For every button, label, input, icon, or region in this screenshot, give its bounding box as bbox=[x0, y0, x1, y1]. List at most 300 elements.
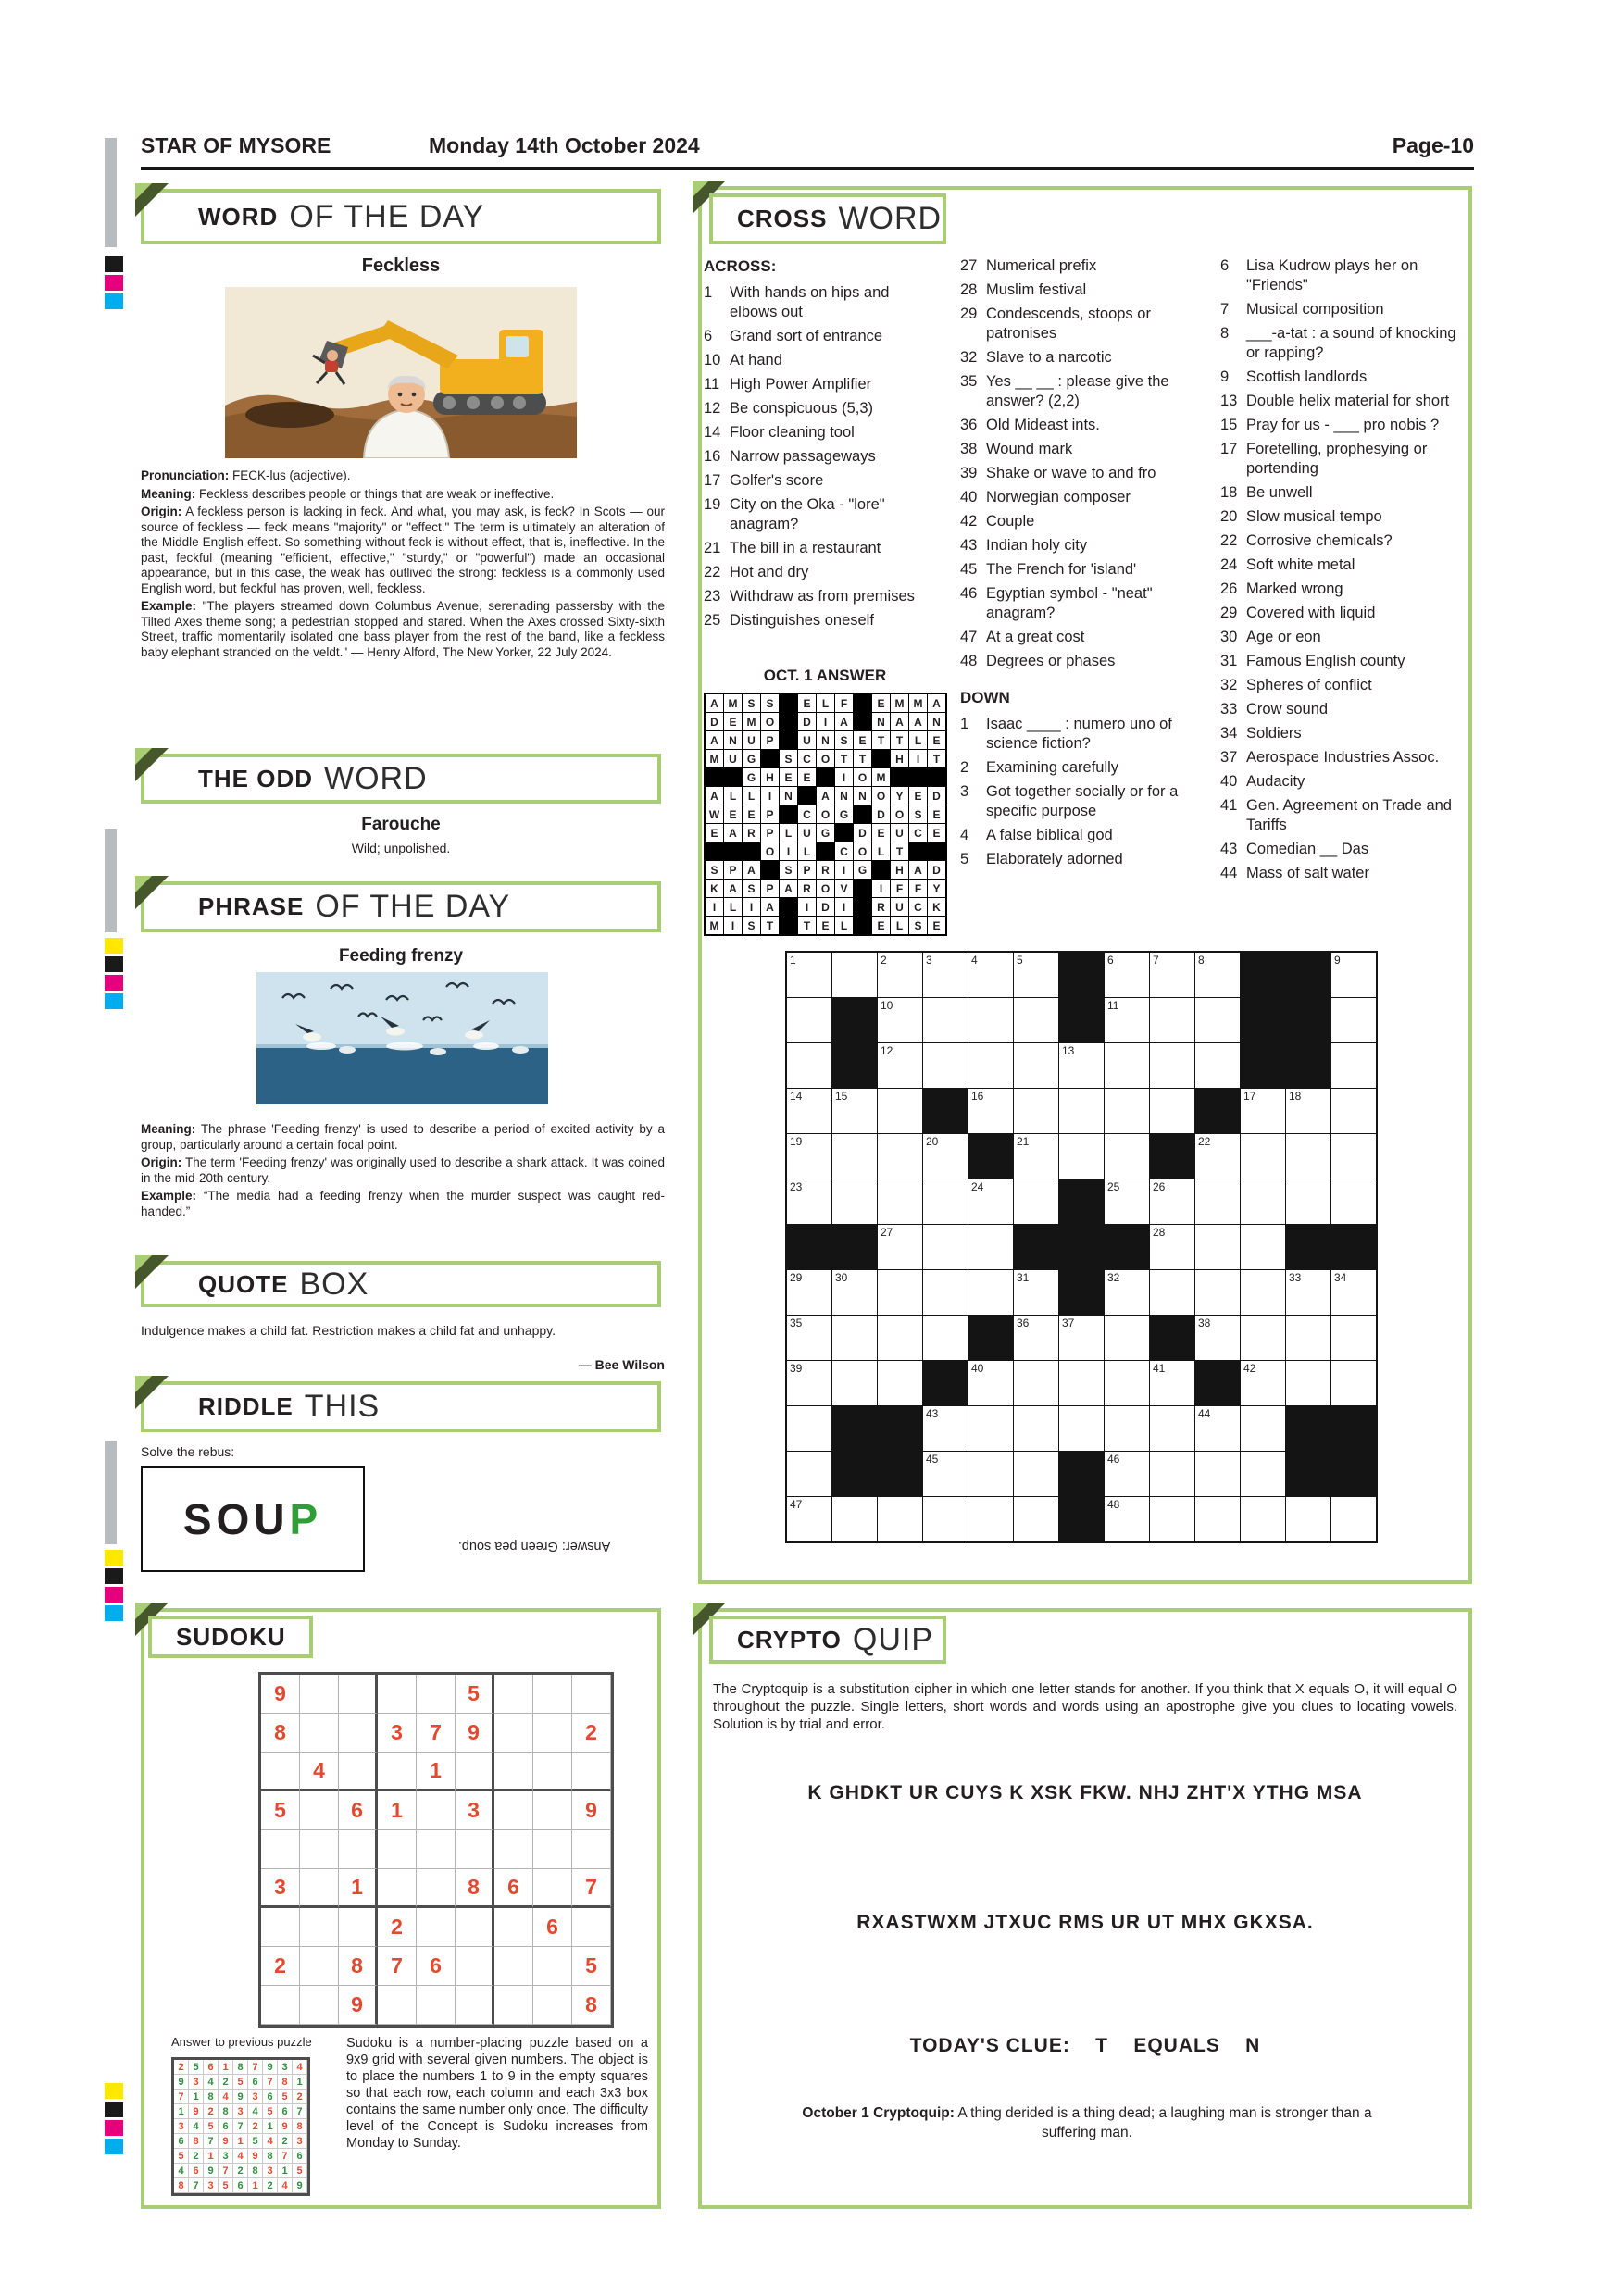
answer-letter-cell: E bbox=[854, 731, 871, 749]
answer-letter-cell: L bbox=[891, 917, 908, 934]
crossword-cell bbox=[832, 1089, 877, 1133]
print-registration-mark bbox=[105, 1587, 123, 1603]
clue-number: 11 bbox=[704, 376, 720, 393]
sudoku-cell: 2 bbox=[219, 2075, 233, 2090]
crossword-black-cell bbox=[1059, 1179, 1104, 1224]
clue-number: 32 bbox=[1220, 677, 1238, 693]
sudoku-cell: 4 bbox=[174, 2164, 189, 2178]
crossword-clue bbox=[1220, 628, 1467, 647]
crossword-cell bbox=[1195, 1225, 1240, 1269]
crossword-cell bbox=[1150, 1270, 1194, 1315]
cell-number: 33 bbox=[1289, 1271, 1302, 1284]
clue-number: 25 bbox=[704, 612, 721, 629]
answer-letter-cell: I bbox=[761, 787, 779, 805]
clue-number: 14 bbox=[704, 424, 721, 441]
clue-number: 43 bbox=[1220, 841, 1238, 857]
answer-letter-cell: L bbox=[835, 917, 853, 934]
crossword-cell bbox=[1286, 1497, 1330, 1541]
cell-number: 19 bbox=[790, 1135, 803, 1148]
clue-number: 22 bbox=[704, 564, 721, 580]
previous-answer-label: OCT. 1 ANSWER bbox=[763, 667, 887, 684]
crossword-black-cell bbox=[1059, 953, 1104, 997]
answer-letter-cell: E bbox=[928, 824, 945, 842]
crossword-clue bbox=[1220, 724, 1467, 743]
crossword-cell bbox=[923, 1452, 968, 1496]
answer-letter-cell: A bbox=[817, 787, 834, 805]
answer-letter-cell: A bbox=[891, 713, 908, 730]
crossword-clue bbox=[960, 536, 1208, 555]
cell-number: 41 bbox=[1153, 1362, 1166, 1375]
crossword-cell bbox=[1014, 1089, 1058, 1133]
crossword-cell bbox=[968, 1225, 1013, 1269]
answer-black-cell bbox=[854, 713, 871, 730]
crossword-cell bbox=[787, 1316, 831, 1360]
crossword-cell bbox=[1150, 998, 1194, 1042]
crossword-cell bbox=[1014, 1270, 1058, 1315]
crossword-clue bbox=[704, 611, 939, 630]
answer-black-cell bbox=[854, 694, 871, 712]
answer-letter-cell: E bbox=[743, 805, 760, 823]
cell-number: 32 bbox=[1107, 1271, 1120, 1284]
clue-text: Yes __ __ : please give the answer? (2,2) bbox=[986, 373, 1169, 409]
sudoku-cell: 8 bbox=[219, 2104, 233, 2119]
crossword-black-cell bbox=[1331, 1406, 1376, 1451]
answer-black-cell bbox=[743, 842, 760, 860]
answer-letter-cell: S bbox=[780, 750, 797, 767]
clue-number: 42 bbox=[960, 513, 978, 530]
answer-letter-cell: O bbox=[761, 842, 779, 860]
crossword-black-cell bbox=[1286, 998, 1330, 1042]
answer-letter-cell: O bbox=[854, 768, 871, 786]
sudoku-cell bbox=[494, 1947, 533, 1986]
sudoku-cell: 7 bbox=[417, 1714, 456, 1753]
print-registration-mark bbox=[105, 1605, 123, 1621]
answer-letter-cell: L bbox=[724, 898, 742, 916]
crossword-cell bbox=[878, 1270, 922, 1315]
crossword-clue bbox=[1220, 840, 1467, 859]
clue-number: 39 bbox=[960, 465, 978, 481]
answer-letter-cell: N bbox=[780, 787, 797, 805]
cryptoquip-intro: The Cryptoquip is a substitution cipher in which one letter stands for another. If you think that X equals O, it will equal O throughout the puzzle. Single letters, short words and words using an apostrophe give you clues to locating vowels. Solution is by trial and error. bbox=[713, 1681, 1457, 1732]
answer-letter-cell: T bbox=[761, 917, 779, 934]
print-registration-mark bbox=[105, 956, 123, 972]
crossword-clue bbox=[1220, 580, 1467, 599]
cell-number: 22 bbox=[1198, 1135, 1211, 1148]
crossword-black-cell bbox=[1286, 1406, 1330, 1451]
crossword-clue bbox=[704, 375, 939, 394]
clue-text: Lisa Kudrow plays her on "Friends" bbox=[1246, 257, 1418, 293]
answer-letter-cell: N bbox=[817, 731, 834, 749]
answer-letter-cell: M bbox=[872, 768, 890, 786]
answer-letter-cell: E bbox=[817, 917, 834, 934]
crossword-black-cell bbox=[1241, 998, 1285, 1042]
cell-number: 30 bbox=[835, 1271, 848, 1284]
previous-answer-grid bbox=[704, 693, 947, 936]
clue-number: 40 bbox=[1220, 773, 1238, 790]
crossword-cell bbox=[1105, 1043, 1149, 1088]
crossword-clue bbox=[704, 423, 939, 443]
crossword-clue bbox=[960, 416, 1208, 435]
clue-number: 20 bbox=[1220, 508, 1238, 525]
crossword-cell bbox=[1014, 1179, 1058, 1224]
sudoku-cell: 7 bbox=[204, 2134, 219, 2149]
phrase-of-the-day-header: PHRASE OF THE DAY bbox=[141, 881, 661, 932]
answer-letter-cell: L bbox=[780, 824, 797, 842]
paper-title: STAR OF MYSORE bbox=[141, 133, 331, 157]
crossword-cell bbox=[878, 1361, 922, 1405]
masthead bbox=[141, 133, 1474, 170]
answer-letter-cell: A bbox=[835, 713, 853, 730]
crossword-clue bbox=[704, 351, 939, 370]
answer-black-cell bbox=[724, 842, 742, 860]
answer-letter-cell: N bbox=[724, 731, 742, 749]
clue-number: 35 bbox=[960, 373, 978, 390]
cell-number: 48 bbox=[1107, 1498, 1120, 1511]
cell-number: 10 bbox=[881, 999, 893, 1012]
answer-letter-cell: C bbox=[798, 805, 816, 823]
crossword-black-cell bbox=[1195, 1089, 1240, 1133]
crossword-black-cell bbox=[968, 1316, 1013, 1360]
answer-letter-cell: K bbox=[928, 898, 945, 916]
answer-letter-cell: V bbox=[835, 880, 853, 897]
print-registration-mark bbox=[105, 293, 123, 309]
cell-number: 31 bbox=[1017, 1271, 1030, 1284]
crossword-cell bbox=[1059, 1406, 1104, 1451]
answer-letter-cell: I bbox=[798, 898, 816, 916]
crossword-black-cell bbox=[878, 1406, 922, 1451]
crossword-cell bbox=[1331, 1089, 1376, 1133]
answer-letter-cell: E bbox=[872, 917, 890, 934]
answer-black-cell bbox=[928, 768, 945, 786]
crossword-cell bbox=[1014, 953, 1058, 997]
sudoku-cell: 2 bbox=[278, 2134, 293, 2149]
answer-black-cell bbox=[872, 750, 890, 767]
sudoku-cell: 5 bbox=[248, 2134, 263, 2149]
crossword-cell bbox=[1150, 1406, 1194, 1451]
answer-black-cell bbox=[780, 713, 797, 730]
crossword-clue bbox=[960, 372, 1208, 411]
cryptoquip-previous-answer: October 1 Cryptoquip: A thing derided is a thing dead; a laughing man is stronger than a suffering man. bbox=[802, 2105, 1372, 2140]
sudoku-cell bbox=[417, 1869, 456, 1908]
crossword-clue bbox=[1220, 864, 1467, 883]
crossword-cell bbox=[878, 1225, 922, 1269]
cell-number: 12 bbox=[881, 1044, 893, 1057]
answer-letter-cell: H bbox=[891, 861, 908, 879]
quote-text: Indulgence makes a child fat. Restriction makes a child fat and unhappy. bbox=[141, 1323, 556, 1338]
cell-number: 4 bbox=[971, 954, 978, 967]
clue-number: 38 bbox=[960, 441, 978, 457]
crossword-clue bbox=[960, 488, 1208, 507]
crossword-black-cell bbox=[1014, 1225, 1058, 1269]
clue-text: Condescends, stoops or patronises bbox=[986, 306, 1151, 342]
answer-letter-cell: A bbox=[761, 898, 779, 916]
answer-letter-cell: A bbox=[724, 824, 742, 842]
answer-letter-cell: D bbox=[817, 898, 834, 916]
riddle-answer-upside-down: Answer: Green pea soup. bbox=[457, 1539, 611, 1554]
sudoku-cell: 3 bbox=[219, 2149, 233, 2164]
cell-number: 11 bbox=[1107, 999, 1119, 1012]
cell-number: 24 bbox=[971, 1180, 984, 1193]
cell-number: 17 bbox=[1243, 1090, 1256, 1103]
answer-black-cell bbox=[780, 917, 797, 934]
clue-number: 47 bbox=[960, 629, 978, 645]
clue-text: Floor cleaning tool bbox=[730, 424, 855, 441]
sudoku-cell: 2 bbox=[572, 1714, 611, 1753]
clue-number: 26 bbox=[1220, 580, 1238, 597]
sudoku-cell: 2 bbox=[263, 2178, 278, 2193]
answer-letter-cell: E bbox=[928, 917, 945, 934]
crossword-cell bbox=[1150, 1361, 1194, 1405]
clue-text: Pray for us - ___ pro nobis ? bbox=[1246, 417, 1440, 433]
crossword-cell bbox=[1195, 1134, 1240, 1179]
crossword-cell bbox=[1241, 1134, 1285, 1179]
clue-text: Audacity bbox=[1246, 773, 1305, 790]
clue-text: The French for 'island' bbox=[986, 561, 1137, 578]
crossword-cell bbox=[1241, 1361, 1285, 1405]
crossword-cell bbox=[1105, 998, 1149, 1042]
clue-text: Mass of salt water bbox=[1246, 865, 1369, 881]
answer-letter-cell: M bbox=[891, 694, 908, 712]
answer-letter-cell: E bbox=[872, 694, 890, 712]
sudoku-cell bbox=[533, 1986, 572, 2025]
cell-number: 1 bbox=[790, 954, 796, 967]
sudoku-cell: 1 bbox=[174, 2104, 189, 2119]
crossword-clue bbox=[960, 628, 1208, 647]
answer-black-cell bbox=[780, 694, 797, 712]
sudoku-cell: 3 bbox=[278, 2060, 293, 2075]
crossword-clue bbox=[1220, 604, 1467, 623]
answer-letter-cell: C bbox=[909, 898, 927, 916]
crossword-cell bbox=[878, 1497, 922, 1541]
crossword-cell bbox=[1195, 953, 1240, 997]
answer-letter-cell: D bbox=[928, 787, 945, 805]
crossword-clue bbox=[1220, 368, 1467, 387]
answer-letter-cell: A bbox=[743, 861, 760, 879]
clue-number: 40 bbox=[960, 489, 978, 505]
sudoku-cell bbox=[261, 1986, 300, 2025]
crossword-clue bbox=[1220, 416, 1467, 435]
page-number: Page-10 bbox=[1392, 133, 1474, 157]
sudoku-cell: 3 bbox=[233, 2104, 248, 2119]
sudoku-cell: 9 bbox=[174, 2075, 189, 2090]
crossword-black-cell bbox=[878, 1452, 922, 1496]
clue-text: Age or eon bbox=[1246, 629, 1321, 645]
answer-letter-cell: T bbox=[798, 917, 816, 934]
clue-number: 3 bbox=[960, 783, 969, 800]
answer-black-cell bbox=[909, 768, 927, 786]
cell-number: 15 bbox=[835, 1090, 848, 1103]
crossword-clue bbox=[704, 471, 939, 491]
crossword-clue bbox=[960, 850, 1208, 869]
answer-letter-cell: U bbox=[798, 824, 816, 842]
answer-letter-cell: G bbox=[835, 805, 853, 823]
answer-letter-cell: E bbox=[798, 694, 816, 712]
answer-letter-cell: I bbox=[780, 842, 797, 860]
sudoku-cell: 7 bbox=[278, 2149, 293, 2164]
answer-letter-cell: P bbox=[761, 880, 779, 897]
clue-text: Gen. Agreement on Trade and Tariffs bbox=[1246, 797, 1452, 833]
crossword-black-cell bbox=[1059, 1497, 1104, 1541]
sudoku-cell bbox=[339, 1908, 378, 1947]
answer-letter-cell: E bbox=[928, 731, 945, 749]
down-label: DOWN bbox=[960, 689, 1010, 706]
answer-letter-cell: W bbox=[706, 805, 723, 823]
clue-number: 43 bbox=[960, 537, 978, 554]
answer-letter-cell: E bbox=[724, 713, 742, 730]
crossword-cell bbox=[1059, 1316, 1104, 1360]
sudoku-cell: 2 bbox=[248, 2119, 263, 2134]
crossword-cell bbox=[1014, 1497, 1058, 1541]
crossword-cell bbox=[1195, 1270, 1240, 1315]
crossword-cell bbox=[923, 998, 968, 1042]
clue-text: Muslim festival bbox=[986, 281, 1087, 298]
crossword-cell bbox=[1105, 1497, 1149, 1541]
crossword-clue bbox=[704, 399, 939, 418]
sudoku-cell: 6 bbox=[293, 2149, 307, 2164]
sudoku-cell bbox=[378, 1830, 417, 1869]
answer-letter-cell: S bbox=[743, 694, 760, 712]
sudoku-cell: 5 bbox=[219, 2178, 233, 2193]
crossword-grid bbox=[785, 951, 1378, 1543]
answer-black-cell bbox=[724, 768, 742, 786]
sudoku-cell: 3 bbox=[174, 2119, 189, 2134]
answer-letter-cell: T bbox=[891, 731, 908, 749]
crossword-cell bbox=[968, 1089, 1013, 1133]
example-paragraph: Example: "The players streamed down Columbus Avenue, serenading passersby with the Tilted Axes theme song; a pedestrian stopped and stared. When the Axes crossed Sixty-sixth Street, traffic momentarily isolated one bass player from the rest of the band, like a feckless baby elephant stranded on the veldt." — Henry Alford, The New Yorker, 22 July 2024. bbox=[141, 599, 665, 659]
crossword-cell bbox=[1331, 998, 1376, 1042]
crossword-cell bbox=[923, 1270, 968, 1315]
answer-letter-cell: A bbox=[780, 880, 797, 897]
sudoku-cell: 3 bbox=[248, 2090, 263, 2104]
answer-letter-cell: S bbox=[743, 880, 760, 897]
answer-letter-cell: A bbox=[928, 694, 945, 712]
print-registration-mark bbox=[105, 1441, 117, 1544]
cell-number: 46 bbox=[1107, 1453, 1120, 1466]
crossword-clue bbox=[1220, 300, 1467, 319]
across-clue-list bbox=[704, 283, 939, 630]
crossword-clue bbox=[960, 758, 1208, 778]
sudoku-cell bbox=[261, 1908, 300, 1947]
crossword-cell bbox=[1331, 1316, 1376, 1360]
answer-letter-cell: N bbox=[872, 713, 890, 730]
issue-date: Monday 14th October 2024 bbox=[429, 133, 700, 157]
answer-letter-cell: T bbox=[891, 842, 908, 860]
sudoku-cell: 1 bbox=[189, 2090, 204, 2104]
crossword-cell bbox=[1331, 1361, 1376, 1405]
sudoku-cell: 1 bbox=[204, 2149, 219, 2164]
section-title: WORD bbox=[198, 202, 279, 231]
crossword-cell bbox=[923, 953, 968, 997]
sudoku-cell: 2 bbox=[204, 2104, 219, 2119]
crossword-cell bbox=[968, 998, 1013, 1042]
answer-letter-cell: S bbox=[761, 694, 779, 712]
cryptoquip-puzzle-line-1: K GHDKT UR CUYS K XSK FKW. NHJ ZHT'X YTHG MSA bbox=[807, 1782, 1363, 1803]
answer-letter-cell: R bbox=[743, 824, 760, 842]
print-registration-mark bbox=[105, 2139, 123, 2154]
clue-text: Be conspicuous (5,3) bbox=[730, 400, 874, 417]
crossword-black-cell bbox=[923, 1361, 968, 1405]
crossword-clue bbox=[960, 584, 1208, 623]
answer-letter-cell: P bbox=[761, 824, 779, 842]
down-clue-list-continued bbox=[1220, 256, 1467, 883]
crossword-cell bbox=[923, 1179, 968, 1224]
crossword-cell bbox=[1014, 1361, 1058, 1405]
sudoku-cell: 3 bbox=[261, 1869, 300, 1908]
sudoku-cell bbox=[417, 1908, 456, 1947]
crossword-across-clues bbox=[704, 256, 939, 635]
answer-letter-cell: S bbox=[743, 917, 760, 934]
clue-number: 32 bbox=[960, 349, 978, 366]
quote-attribution: — Bee Wilson bbox=[578, 1357, 665, 1372]
sudoku-cell bbox=[572, 1908, 611, 1947]
crossword-cell bbox=[1105, 953, 1149, 997]
sudoku-cell bbox=[533, 1714, 572, 1753]
clue-number: 6 bbox=[1220, 257, 1230, 274]
clue-text: Golfer's score bbox=[730, 472, 824, 489]
answer-letter-cell: R bbox=[798, 880, 816, 897]
sudoku-cell: 7 bbox=[219, 2164, 233, 2178]
cryptoquip-todays-clue: TODAY'S CLUE: T EQUALS N bbox=[909, 2035, 1261, 2056]
cell-number: 21 bbox=[1017, 1135, 1030, 1148]
sudoku-cell bbox=[494, 1675, 533, 1714]
sudoku-cell: 8 bbox=[572, 1986, 611, 2025]
clue-text: Norwegian composer bbox=[986, 489, 1131, 505]
word-of-the-day-word: Feckless bbox=[361, 256, 441, 276]
clue-number: 1 bbox=[704, 284, 713, 301]
crossword-cell bbox=[1150, 1225, 1194, 1269]
cell-number: 47 bbox=[790, 1498, 803, 1511]
crossword-clue bbox=[960, 348, 1208, 368]
riddle-this-header: RIDDLE THIS bbox=[141, 1381, 661, 1432]
answer-black-cell bbox=[835, 824, 853, 842]
crossword-cell bbox=[1331, 1043, 1376, 1088]
sudoku-cell bbox=[572, 1830, 611, 1869]
answer-letter-cell: T bbox=[835, 750, 853, 767]
answer-letter-cell: O bbox=[817, 750, 834, 767]
answer-letter-cell: O bbox=[817, 880, 834, 897]
cell-number: 18 bbox=[1289, 1090, 1302, 1103]
answer-letter-cell: F bbox=[835, 694, 853, 712]
crossword-clue bbox=[960, 560, 1208, 580]
cell-number: 16 bbox=[971, 1090, 984, 1103]
sudoku-cell: 5 bbox=[572, 1947, 611, 1986]
crossword-cell bbox=[787, 998, 831, 1042]
crossword-cell bbox=[968, 1361, 1013, 1405]
clue-text: At a great cost bbox=[986, 629, 1085, 645]
clue-number: 31 bbox=[1220, 653, 1238, 669]
crossword-cell bbox=[1105, 1134, 1149, 1179]
sudoku-cell: 9 bbox=[339, 1986, 378, 2025]
sudoku-cell: 4 bbox=[300, 1753, 339, 1791]
clue-text: Withdraw as from premises bbox=[730, 588, 915, 605]
answer-black-cell bbox=[798, 787, 816, 805]
sudoku-cell bbox=[339, 1753, 378, 1791]
cell-number: 28 bbox=[1153, 1226, 1166, 1239]
sudoku-cell: 3 bbox=[456, 1791, 494, 1830]
crossword-cell bbox=[878, 953, 922, 997]
crossword-cell bbox=[1150, 1089, 1194, 1133]
crossword-clue bbox=[960, 782, 1208, 821]
sudoku-cell bbox=[533, 1753, 572, 1791]
crossword-black-cell bbox=[1286, 953, 1330, 997]
answer-letter-cell: M bbox=[724, 694, 742, 712]
crossword-clue bbox=[1220, 507, 1467, 527]
crossword-cell bbox=[1105, 1316, 1149, 1360]
crossword-cell bbox=[1241, 1179, 1285, 1224]
answer-letter-cell: I bbox=[743, 898, 760, 916]
answer-letter-cell: T bbox=[928, 750, 945, 767]
sudoku-cell: 3 bbox=[293, 2134, 307, 2149]
